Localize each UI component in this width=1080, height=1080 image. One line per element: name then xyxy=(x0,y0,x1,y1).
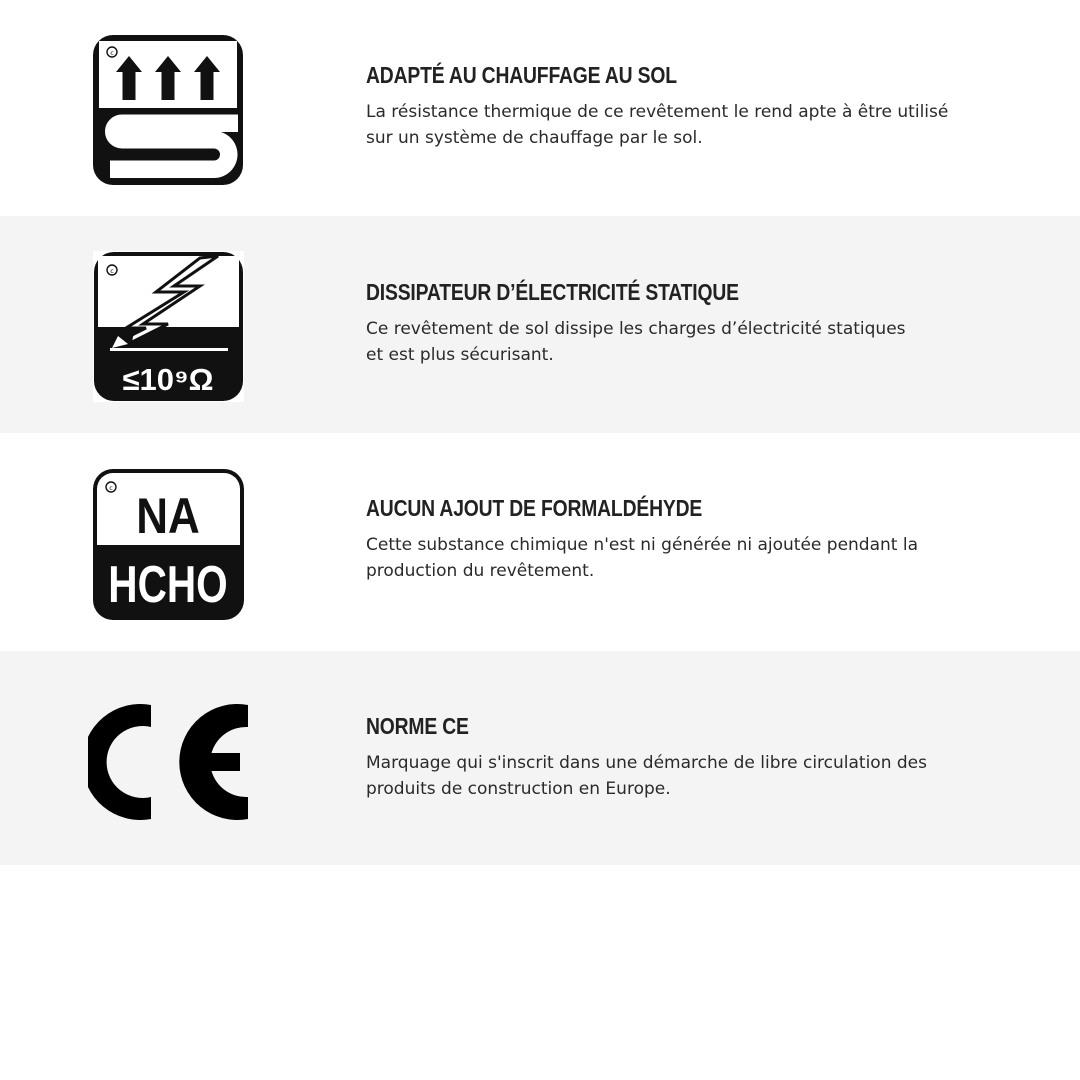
feature-row-ce-norm xyxy=(0,651,1080,865)
svg-text:c: c xyxy=(110,49,114,57)
svg-text:c: c xyxy=(110,267,114,275)
hcho-text: HCHO xyxy=(108,555,228,614)
svg-text:c: c xyxy=(109,484,113,492)
feature-row-no-formaldehyde xyxy=(0,433,1080,651)
feature-description: Marquage qui s'inscrit dans une démarche de libre circulation des produits de construction en Europe. xyxy=(366,753,927,799)
feature-description: Ce revêtement de sol dissipe les charges d’électricité statiques et est plus sécurisant. xyxy=(366,319,906,365)
ce-mark-icon xyxy=(88,683,248,843)
static-dissipative-icon xyxy=(88,248,248,408)
feature-title: ADAPTÉ AU CHAUFFAGE AU SOL xyxy=(366,62,677,88)
feature-row-underfloor-heating xyxy=(0,0,1080,216)
resistance-value-text: ≤10⁹Ω xyxy=(122,362,214,397)
feature-title: NORME CE xyxy=(366,713,469,739)
feature-row-static-dissipative xyxy=(0,216,1080,433)
feature-text xyxy=(366,494,966,584)
feature-text xyxy=(366,712,966,802)
underfloor-heating-icon xyxy=(88,30,248,190)
feature-text xyxy=(366,278,966,368)
feature-description: Cette substance chimique n'est ni générée ni ajoutée pendant la production du revêtement. xyxy=(366,535,919,581)
feature-title: AUCUN AJOUT DE FORMALDÉHYDE xyxy=(366,495,703,521)
feature-text xyxy=(366,61,966,151)
na-text: NA xyxy=(136,487,200,544)
no-formaldehyde-icon xyxy=(88,465,248,625)
feature-title: DISSIPATEUR D’ÉLECTRICITÉ STATIQUE xyxy=(366,279,739,305)
feature-description: La résistance thermique de ce revêtement le rend apte à être utilisé sur un système de chauffage par le sol. xyxy=(366,102,949,148)
